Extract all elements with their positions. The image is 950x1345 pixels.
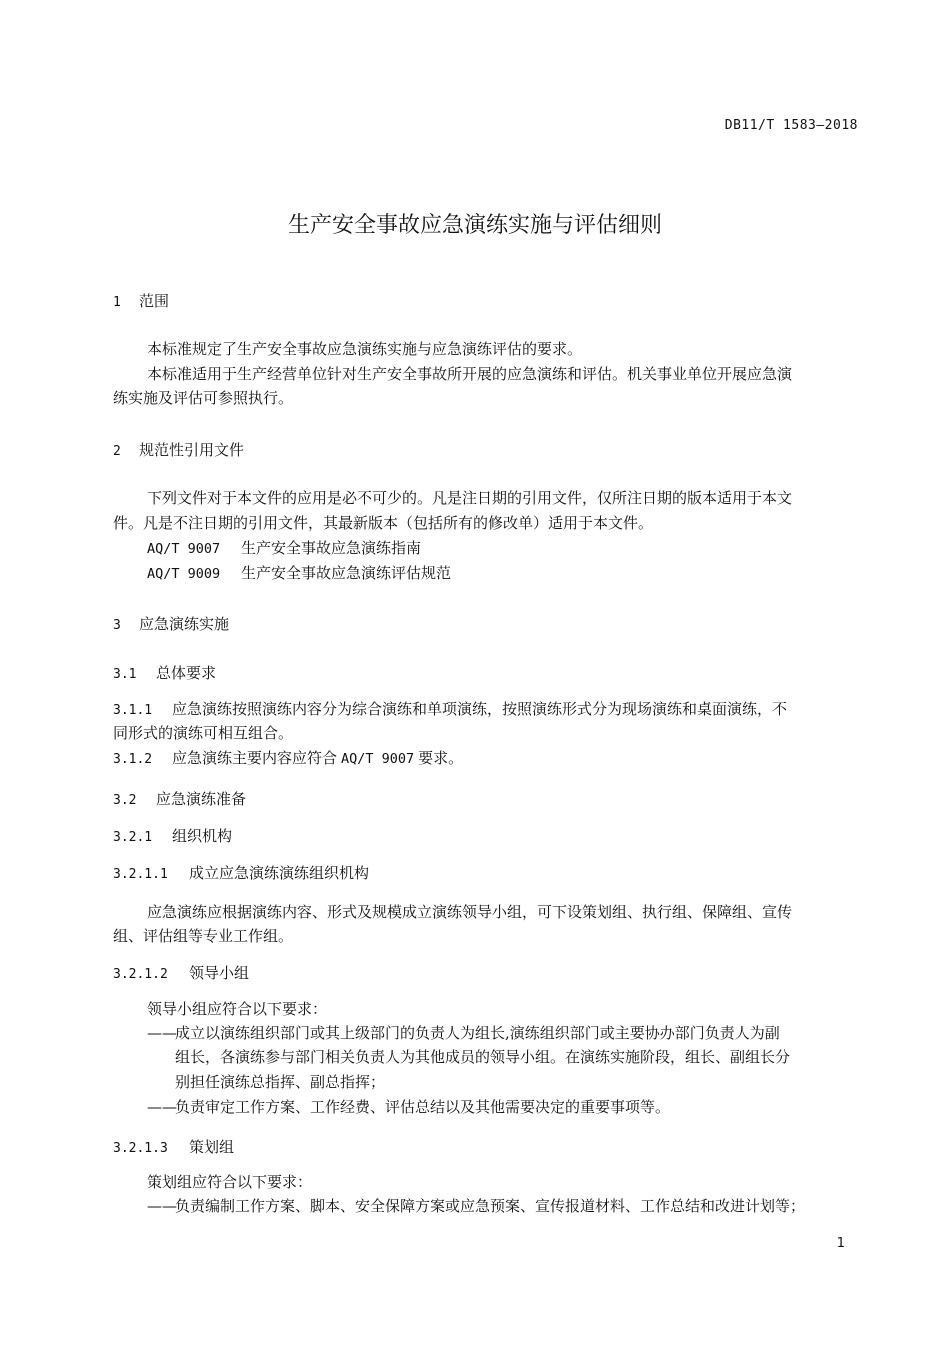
dash-marker: —— — [147, 1197, 177, 1215]
paragraph-continuation: 同形式的演练可相互组合。 — [113, 724, 294, 742]
list-item — [147, 1194, 805, 1218]
list-item-text: 成立以演练组织部门或其上级部门的负责人为组长,演练组织部门或主要协办部门负责人为副 — [175, 1024, 780, 1042]
clause-3-1-2 — [113, 746, 463, 772]
paragraph: 本标准适用于生产经营单位针对生产安全事故所开展的应急演练和评估。机关事业单位开展应急演 — [147, 365, 793, 383]
subsection-title: 组织机构 — [172, 827, 233, 845]
subsection-title: 策划组 — [189, 1138, 235, 1156]
subsection-3-2-1-1-heading — [113, 862, 369, 883]
list-item — [147, 1095, 670, 1119]
section-title: 应急演练实施 — [139, 615, 230, 633]
paragraph: 本标准规定了生产安全事故应急演练实施与应急演练评估的要求。 — [147, 340, 583, 358]
clause-text: 应急演练主要内容应符合 — [172, 749, 338, 767]
subsection-number: 3.1 — [113, 667, 137, 682]
paragraph: 策划组应符合以下要求： — [147, 1173, 313, 1191]
clause-text: 应急演练按照演练内容分为综合演练和单项演练，按照演练形式分为现场演练和桌面演练，不 — [172, 700, 788, 718]
paragraph: 应急演练应根据演练内容、形式及规模成立演练领导小组，可下设策划组、执行组、保障组、宣传 — [147, 903, 793, 921]
reference-name: 生产安全事故应急演练评估规范 — [241, 564, 452, 582]
page-number: 1 — [836, 1236, 845, 1251]
clause-3-1-1 — [113, 697, 787, 723]
section-number: 3 — [113, 618, 121, 633]
paragraph-continuation: 组、评估组等专业工作组。 — [113, 927, 294, 945]
paragraph-continuation: 件。凡是不注日期的引用文件，其最新版本（包括所有的修改单）适用于本文件。 — [113, 514, 654, 532]
reference-code: AQ/T 9007 — [147, 541, 221, 557]
section-1-heading — [113, 290, 169, 311]
dash-marker: —— — [147, 1098, 177, 1116]
reference-item — [147, 536, 421, 561]
list-item-continuation: 组长，各演练参与部门相关负责人为其他成员的领导小组。在演练实施阶段，组长、副组长分 — [175, 1048, 791, 1066]
clause-number: 3.1.1 — [113, 703, 153, 718]
subsection-3-2-1-heading — [113, 825, 232, 846]
subsection-title: 成立应急演练演练组织机构 — [189, 864, 370, 882]
paragraph: 下列文件对于本文件的应用是必不可少的。凡是注日期的引用文件，仅所注日期的版本适用于本文 — [147, 489, 793, 507]
section-2-heading — [113, 439, 244, 460]
list-item — [147, 1021, 780, 1045]
subsection-number: 3.2.1.3 — [113, 1141, 168, 1156]
list-item-text: 负责编制工作方案、脚本、安全保障方案或应急预案、宣传报道材料、工作总结和改进计划等； — [175, 1197, 806, 1215]
subsection-number: 3.2 — [113, 793, 137, 808]
clause-number: 3.1.2 — [113, 752, 153, 767]
section-title: 范围 — [139, 292, 170, 310]
subsection-3-2-1-3-heading — [113, 1136, 234, 1157]
clause-text: 要求。 — [418, 749, 464, 767]
reference-code: AQ/T 9007 — [341, 751, 415, 767]
subsection-3-2-heading — [113, 788, 246, 809]
document-number: DB11/T 1583—2018 — [724, 118, 858, 133]
reference-code: AQ/T 9009 — [147, 566, 221, 582]
subsection-3-2-1-2-heading — [113, 962, 249, 983]
paragraph-continuation: 练实施及评估可参照执行。 — [113, 389, 294, 407]
section-3-heading — [113, 613, 229, 634]
section-number: 1 — [113, 295, 121, 310]
section-title: 规范性引用文件 — [139, 441, 245, 459]
reference-item — [147, 561, 451, 586]
subsection-number: 3.2.1.1 — [113, 867, 168, 882]
subsection-3-1-heading — [113, 662, 216, 683]
reference-name: 生产安全事故应急演练指南 — [241, 539, 422, 557]
subsection-number: 3.2.1.2 — [113, 967, 168, 982]
subsection-title: 应急演练准备 — [156, 790, 247, 808]
paragraph: 领导小组应符合以下要求： — [147, 1000, 328, 1018]
list-item-text: 负责审定工作方案、工作经费、评估总结以及其他需要决定的重要事项等。 — [175, 1098, 671, 1116]
subsection-number: 3.2.1 — [113, 830, 153, 845]
document-title: 生产安全事故应急演练实施与评估细则 — [287, 213, 662, 238]
dash-marker: —— — [147, 1024, 177, 1042]
subsection-title: 总体要求 — [156, 664, 217, 682]
subsection-title: 领导小组 — [189, 964, 250, 982]
list-item-continuation: 别担任演练总指挥、副总指挥； — [175, 1073, 386, 1091]
section-number: 2 — [113, 444, 121, 459]
